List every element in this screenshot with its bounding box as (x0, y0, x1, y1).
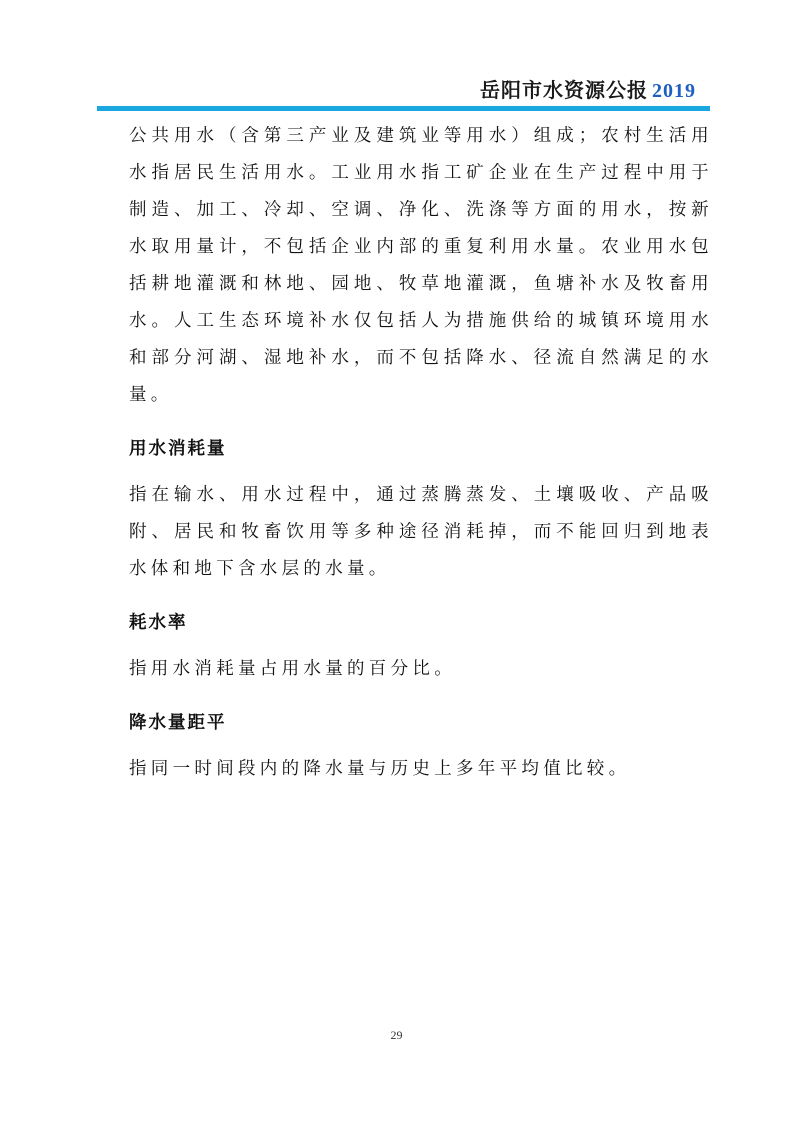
section-heading-consumption: 用水消耗量 (129, 439, 227, 459)
report-year: 2019 (652, 80, 696, 102)
section-heading-precipitation-anomaly: 降水量距平 (129, 713, 227, 733)
section-text-consumption: 指在输水、用水过程中，通过蒸腾蒸发、土壤吸收、产品吸附、居民和牧畜饮用等多种途径消耗掉，而不能回归到地表水体和地下含水层的水量。 (129, 485, 713, 579)
page-number: 29 (390, 1028, 403, 1042)
section-text-precipitation-anomaly: 指同一时间段内的降水量与历史上多年平均值比较。 (129, 759, 631, 779)
report-title (480, 74, 696, 103)
report-title-text: 岳阳市水资源公报 (480, 78, 648, 102)
section-heading-consumption-rate: 耗水率 (129, 613, 188, 633)
page-content (129, 118, 713, 788)
continued-paragraph: 公共用水（含第三产业及建筑业等用水）组成；农村生活用水指居民生活用水。工业用水指工矿企业在生产过程中用于制造、加工、冷却、空调、净化、洗涤等方面的用水，按新水取用量计，不包括企业内部的重复利用水量。农业用水包括耕地灌溉和林地、园地、牧草地灌溉，鱼塘补水及牧畜用水。人工生态环境补水仅包括人为措施供给的城镇环境用水和部分河湖、湿地补水，而不包括降水、径流自然满足的水量。 (129, 126, 713, 405)
section-text-consumption-rate: 指用水消耗量占用水量的百分比。 (129, 659, 456, 679)
header-divider (97, 106, 710, 111)
page-header (0, 0, 793, 112)
